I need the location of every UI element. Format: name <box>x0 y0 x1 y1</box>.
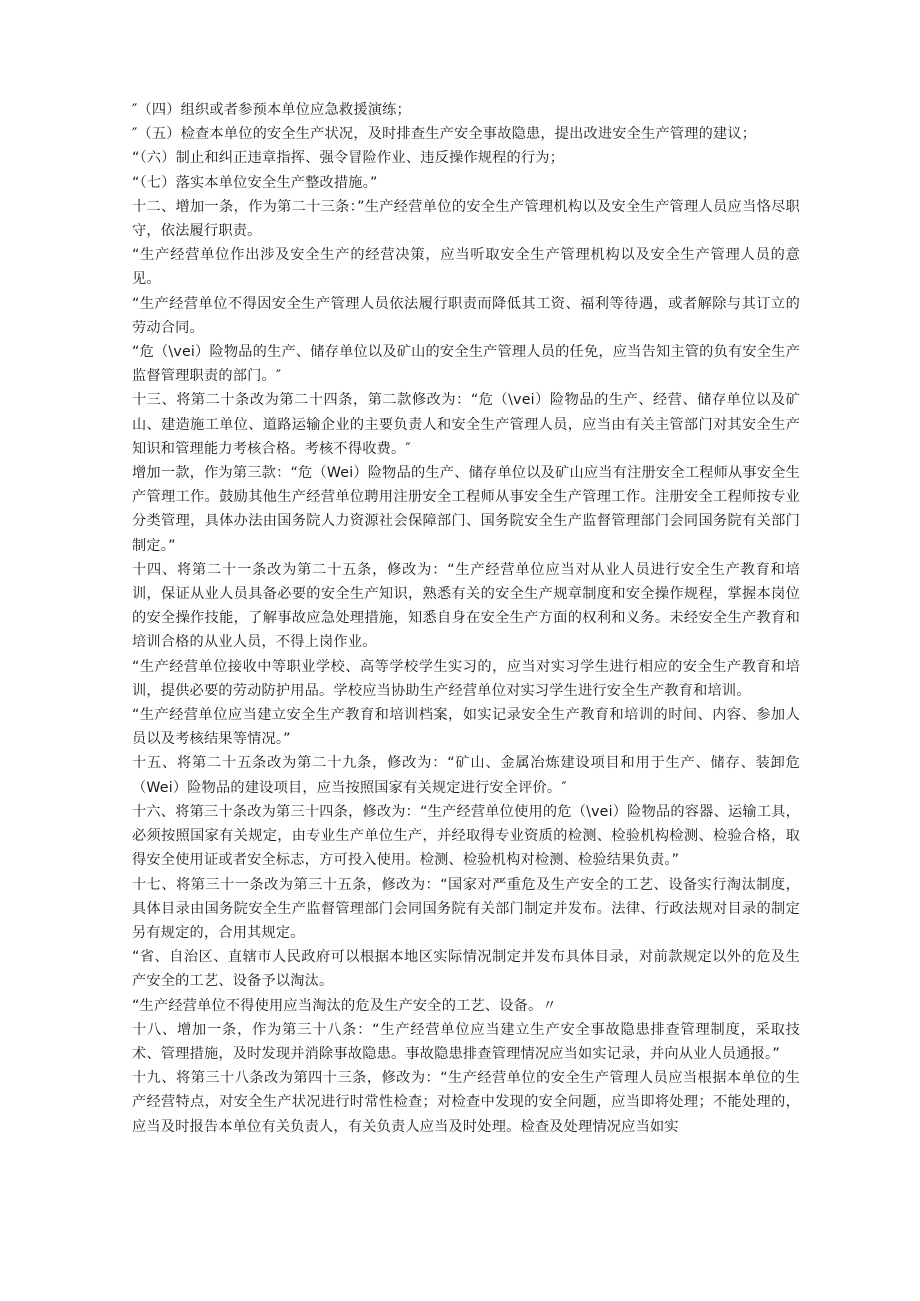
paragraph-7: “生产经营单位不得因安全生产管理人员依法履行职责而降低其工资、福利等待遇，或者解除与其订立的劳动合同。 <box>132 295 800 336</box>
document-body <box>132 98 800 1139</box>
paragraph-18: “生产经营单位不得使用应当淘汰的危及生产安全的工艺、设备。〃 <box>132 997 557 1014</box>
paragraph-3: “（六）制止和纠正违章指挥、强令冒险作业、违反操作规程的行为； <box>132 150 565 167</box>
paragraph-11: 十四、将第二十一条改为第二十五条，修改为：“生产经营单位应当对从业人员进行安全生产教育和培训，保证从业人员具备必要的安全生产知识，熟悉有关的安全生产规章制度和安全操作规程，掌握本岗位的安全操作技能，了解事故应急处理措施，知悉自身在安全生产方面的权利和义务。未经安全生产教育和培训合格的从业人员，不得上岗作业。 <box>132 561 800 651</box>
paragraph-15: 十六、将第三十条改为第三十四条，修改为：“生产经营单位使用的危（\vei）险物品的容器、运输工具，必须按照国家有关规定，由专业生产单位生产，并经取得专业资质的检测、检验机构检测、检验合格，取得安全使用证或者安全标志，方可投入使用。检测、检验机构对检测、检验结果负责。” <box>132 803 800 869</box>
paragraph-10: 增加一款，作为第三款：“危（Wei）险物品的生产、储存单位以及矿山应当有注册安全工程师从事安全生产管理工作。鼓励其他生产经营单位聘用注册安全工程师从事安全生产管理工作。注册安全工程师按专业分类管理，具体办法由国务院人力资源社会保障部门、国务院安全生产监督管理部门会同国务院有关部门制定。” <box>132 465 800 554</box>
paragraph-13: “生产经营单位应当建立安全生产教育和培训档案，如实记录安全生产教育和培训的时间、内容、参加人员以及考核结果等情况。” <box>132 707 800 748</box>
paragraph-14: 十五、将第二十五条改为第二十九条，修改为：“矿山、金属冶炼建设项目和用于生产、储存、装卸危（Wei）险物品的建设项目，应当按照国家有关规定进行安全评价。″ <box>132 755 800 796</box>
paragraph-6: “生产经营单位作出涉及安全生产的经营决策，应当听取安全生产管理机构以及安全生产管理人员的意见。 <box>132 247 800 288</box>
paragraph-17: “省、自治区、直辖市人民政府可以根据本地区实际情况制定并发布具体目录，对前款规定以外的危及生产安全的工艺、设备予以淘汰。 <box>132 949 800 990</box>
paragraph-19: 十八、增加一条，作为第三十八条：“生产经营单位应当建立生产安全事故隐患排查管理制度，采取技术、管理措施，及时发现并消除事故隐患。事故隐患排查管理情况应当如实记录，并向从业人员通报。” <box>132 1021 800 1062</box>
paragraph-16: 十七、将第三十一条改为第三十五条，修改为：“国家对严重危及生产安全的工艺、设备实行淘汰制度，具体目录由国务院安全生产监督管理部门会同国务院有关部门制定并发布。法律、行政法规对目录的制定另有规定的，合用其规定。 <box>132 876 800 941</box>
paragraph-1: ″（四）组织或者参预本单位应急救援演练； <box>132 102 411 118</box>
paragraph-2: ″（五）检查本单位的安全生产状况，及时排查生产安全事故隐患，提出改进安全生产管理的建议； <box>132 126 757 143</box>
paragraph-20: 十九、将第三十八条改为第四十三条，修改为：“生产经营单位的安全生产管理人员应当根据本单位的生产经营特点，对安全生产状况进行时常性检查；对检查中发现的安全问题，应当即将处理；不能处理的，应当及时报告本单位有关负责人，有关负责人应当及时处理。检查及处理情况应当如实 <box>132 1070 800 1135</box>
paragraph-9: 十三、将第二十条改为第二十四条，第二款修改为：“危（\vei）险物品的生产、经营、储存单位以及矿山、建造施工单位、道路运输企业的主要负责人和安全生产管理人员，应当由有关主管部门对其安全生产知识和管理能力考核合格。考核不得收费。″ <box>132 392 800 457</box>
paragraph-5: 十二、增加一条，作为第二十三条：”生产经营单位的安全生产管理机构以及安全生产管理人员应当恪尽职守，依法履行职责。 <box>132 198 800 240</box>
paragraph-12: “生产经营单位接收中等职业学校、高等学校学生实习的，应当对实习学生进行相应的安全生产教育和培训，提供必要的劳动防护用品。学校应当协助生产经营单位对实习学生进行安全生产教育和培训。 <box>132 658 800 699</box>
paragraph-4: “（七）落实本单位安全生产整改措施。” <box>132 174 378 191</box>
paragraph-8: “危（\vei）险物品的生产、储存单位以及矿山的安全生产管理人员的任免，应当告知主管的负有安全生产监督管理职责的部门。″ <box>132 344 800 385</box>
